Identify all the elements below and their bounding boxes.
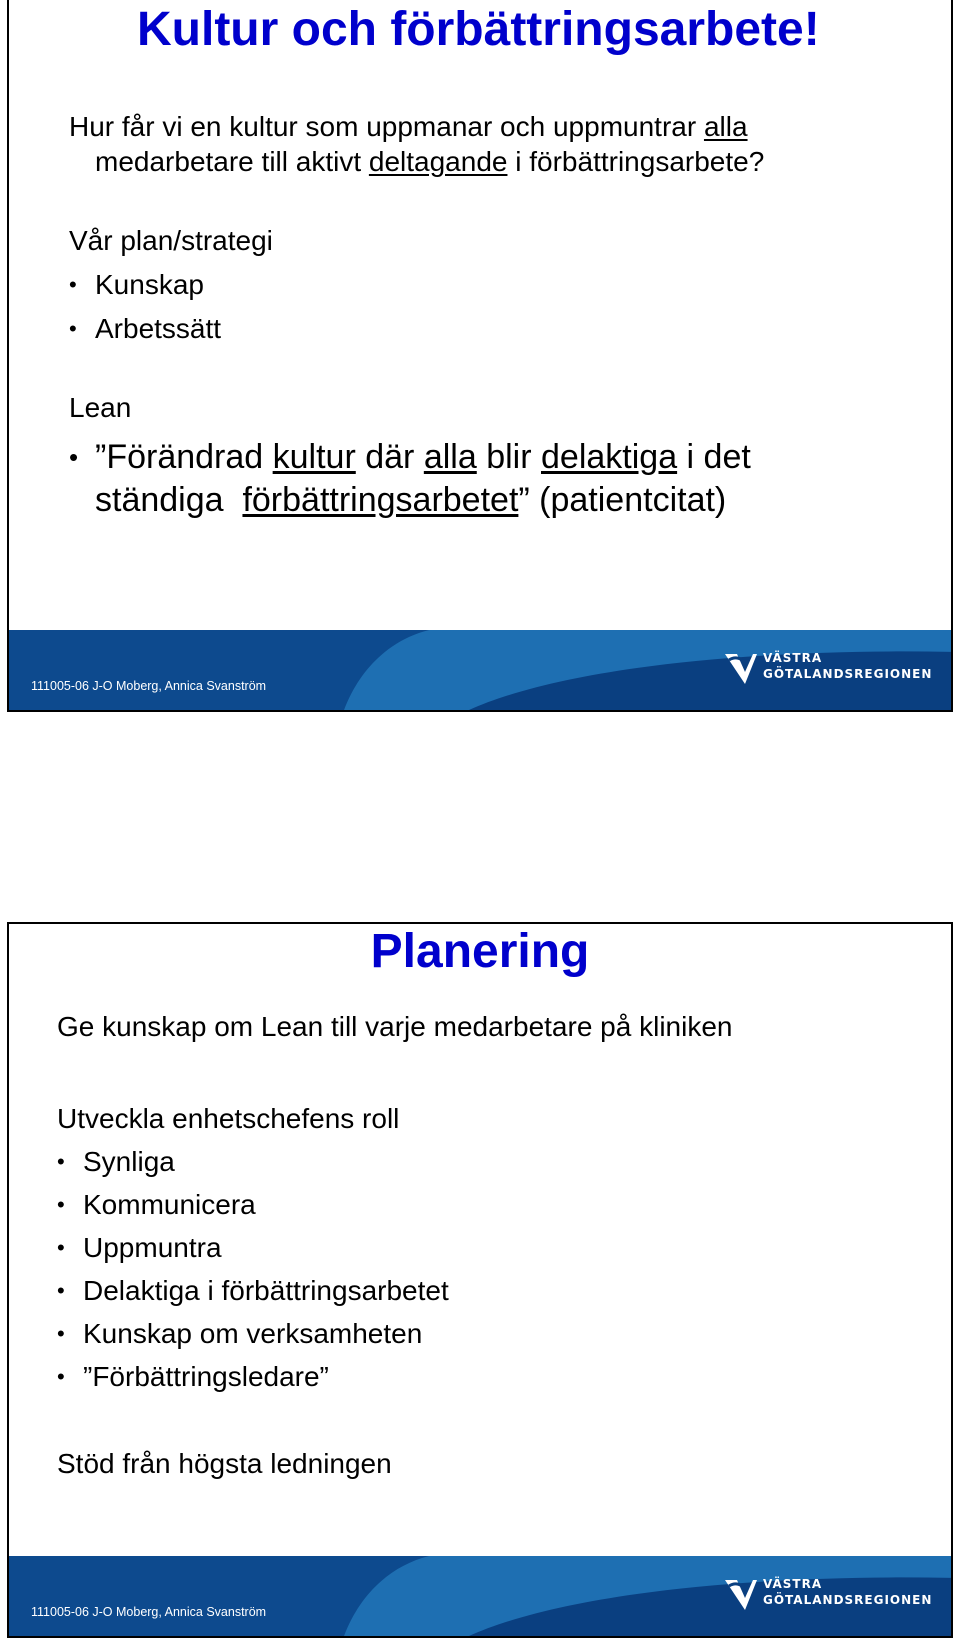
bullet-icon: •	[69, 272, 77, 297]
intro-text: Ge kunskap om Lean till varje medarbetare på kliniken	[57, 1011, 733, 1042]
underline-deltagande: deltagande	[368, 146, 508, 177]
lean-heading: Lean	[69, 392, 132, 423]
plan-item-kunskap: Kunskap	[95, 269, 204, 300]
bullet-icon: •	[57, 1321, 65, 1346]
bullet-icon: •	[69, 316, 77, 341]
footer-text: 111005-06 J-O Moberg, Annica Svanström	[31, 1605, 267, 1619]
role-item: Synliga	[83, 1146, 175, 1177]
role-item: Delaktiga i förbättringsarbetet	[83, 1275, 449, 1306]
role-heading: Utveckla enhetschefens roll	[57, 1103, 400, 1134]
question-line-2: medarbetare till aktivt deltagande i förbättringsarbete?	[95, 146, 765, 177]
role-item: Kunskap om verksamheten	[83, 1318, 423, 1349]
vgr-logo-icon	[723, 650, 759, 686]
bullet-icon: •	[57, 1235, 65, 1260]
support-text: Stöd från högsta ledningen	[57, 1448, 392, 1479]
bullet-icon: •	[69, 442, 79, 472]
lean-quote-line-1: ”Förändrad kultur där alla blir delaktiga i det	[95, 438, 751, 476]
question-line-1: Hur får vi en kultur som uppmanar och uppmuntrar alla	[69, 111, 748, 142]
vgr-logo	[723, 650, 933, 690]
slide-footer	[9, 630, 951, 710]
bullet-icon: •	[57, 1278, 65, 1303]
slide-1	[7, 0, 953, 712]
logo-text-gotalandsregionen: GÖTALANDSREGIONEN	[763, 667, 933, 681]
role-item: Kommunicera	[83, 1189, 256, 1220]
slide-footer	[9, 1556, 951, 1636]
logo-text-gotalandsregionen: GÖTALANDSREGIONEN	[763, 1593, 933, 1607]
slide-2-title: Planering	[370, 925, 590, 978]
logo-text-vastra: VÄSTRA	[763, 651, 823, 665]
role-item: ”Förbättringsledare”	[83, 1361, 329, 1392]
underline-alla: alla	[703, 111, 748, 142]
lean-quote-line-2: ständiga förbättringsarbetet” (patientcitat)	[95, 481, 727, 519]
vgr-logo-icon	[723, 1576, 759, 1612]
footer-text: 111005-06 J-O Moberg, Annica Svanström	[31, 679, 267, 693]
plan-heading: Vår plan/strategi	[69, 225, 273, 256]
vgr-logo	[723, 1576, 933, 1616]
role-item: Uppmuntra	[83, 1232, 222, 1263]
plan-item-arbetssatt: Arbetssätt	[95, 313, 222, 344]
bullet-icon: •	[57, 1192, 65, 1217]
slide-2	[7, 922, 953, 1638]
logo-text-vastra: VÄSTRA	[763, 1577, 823, 1591]
bullet-icon: •	[57, 1149, 65, 1174]
slide-1-title: Kultur och förbättringsarbete!	[137, 3, 820, 56]
bullet-icon: •	[57, 1364, 65, 1389]
